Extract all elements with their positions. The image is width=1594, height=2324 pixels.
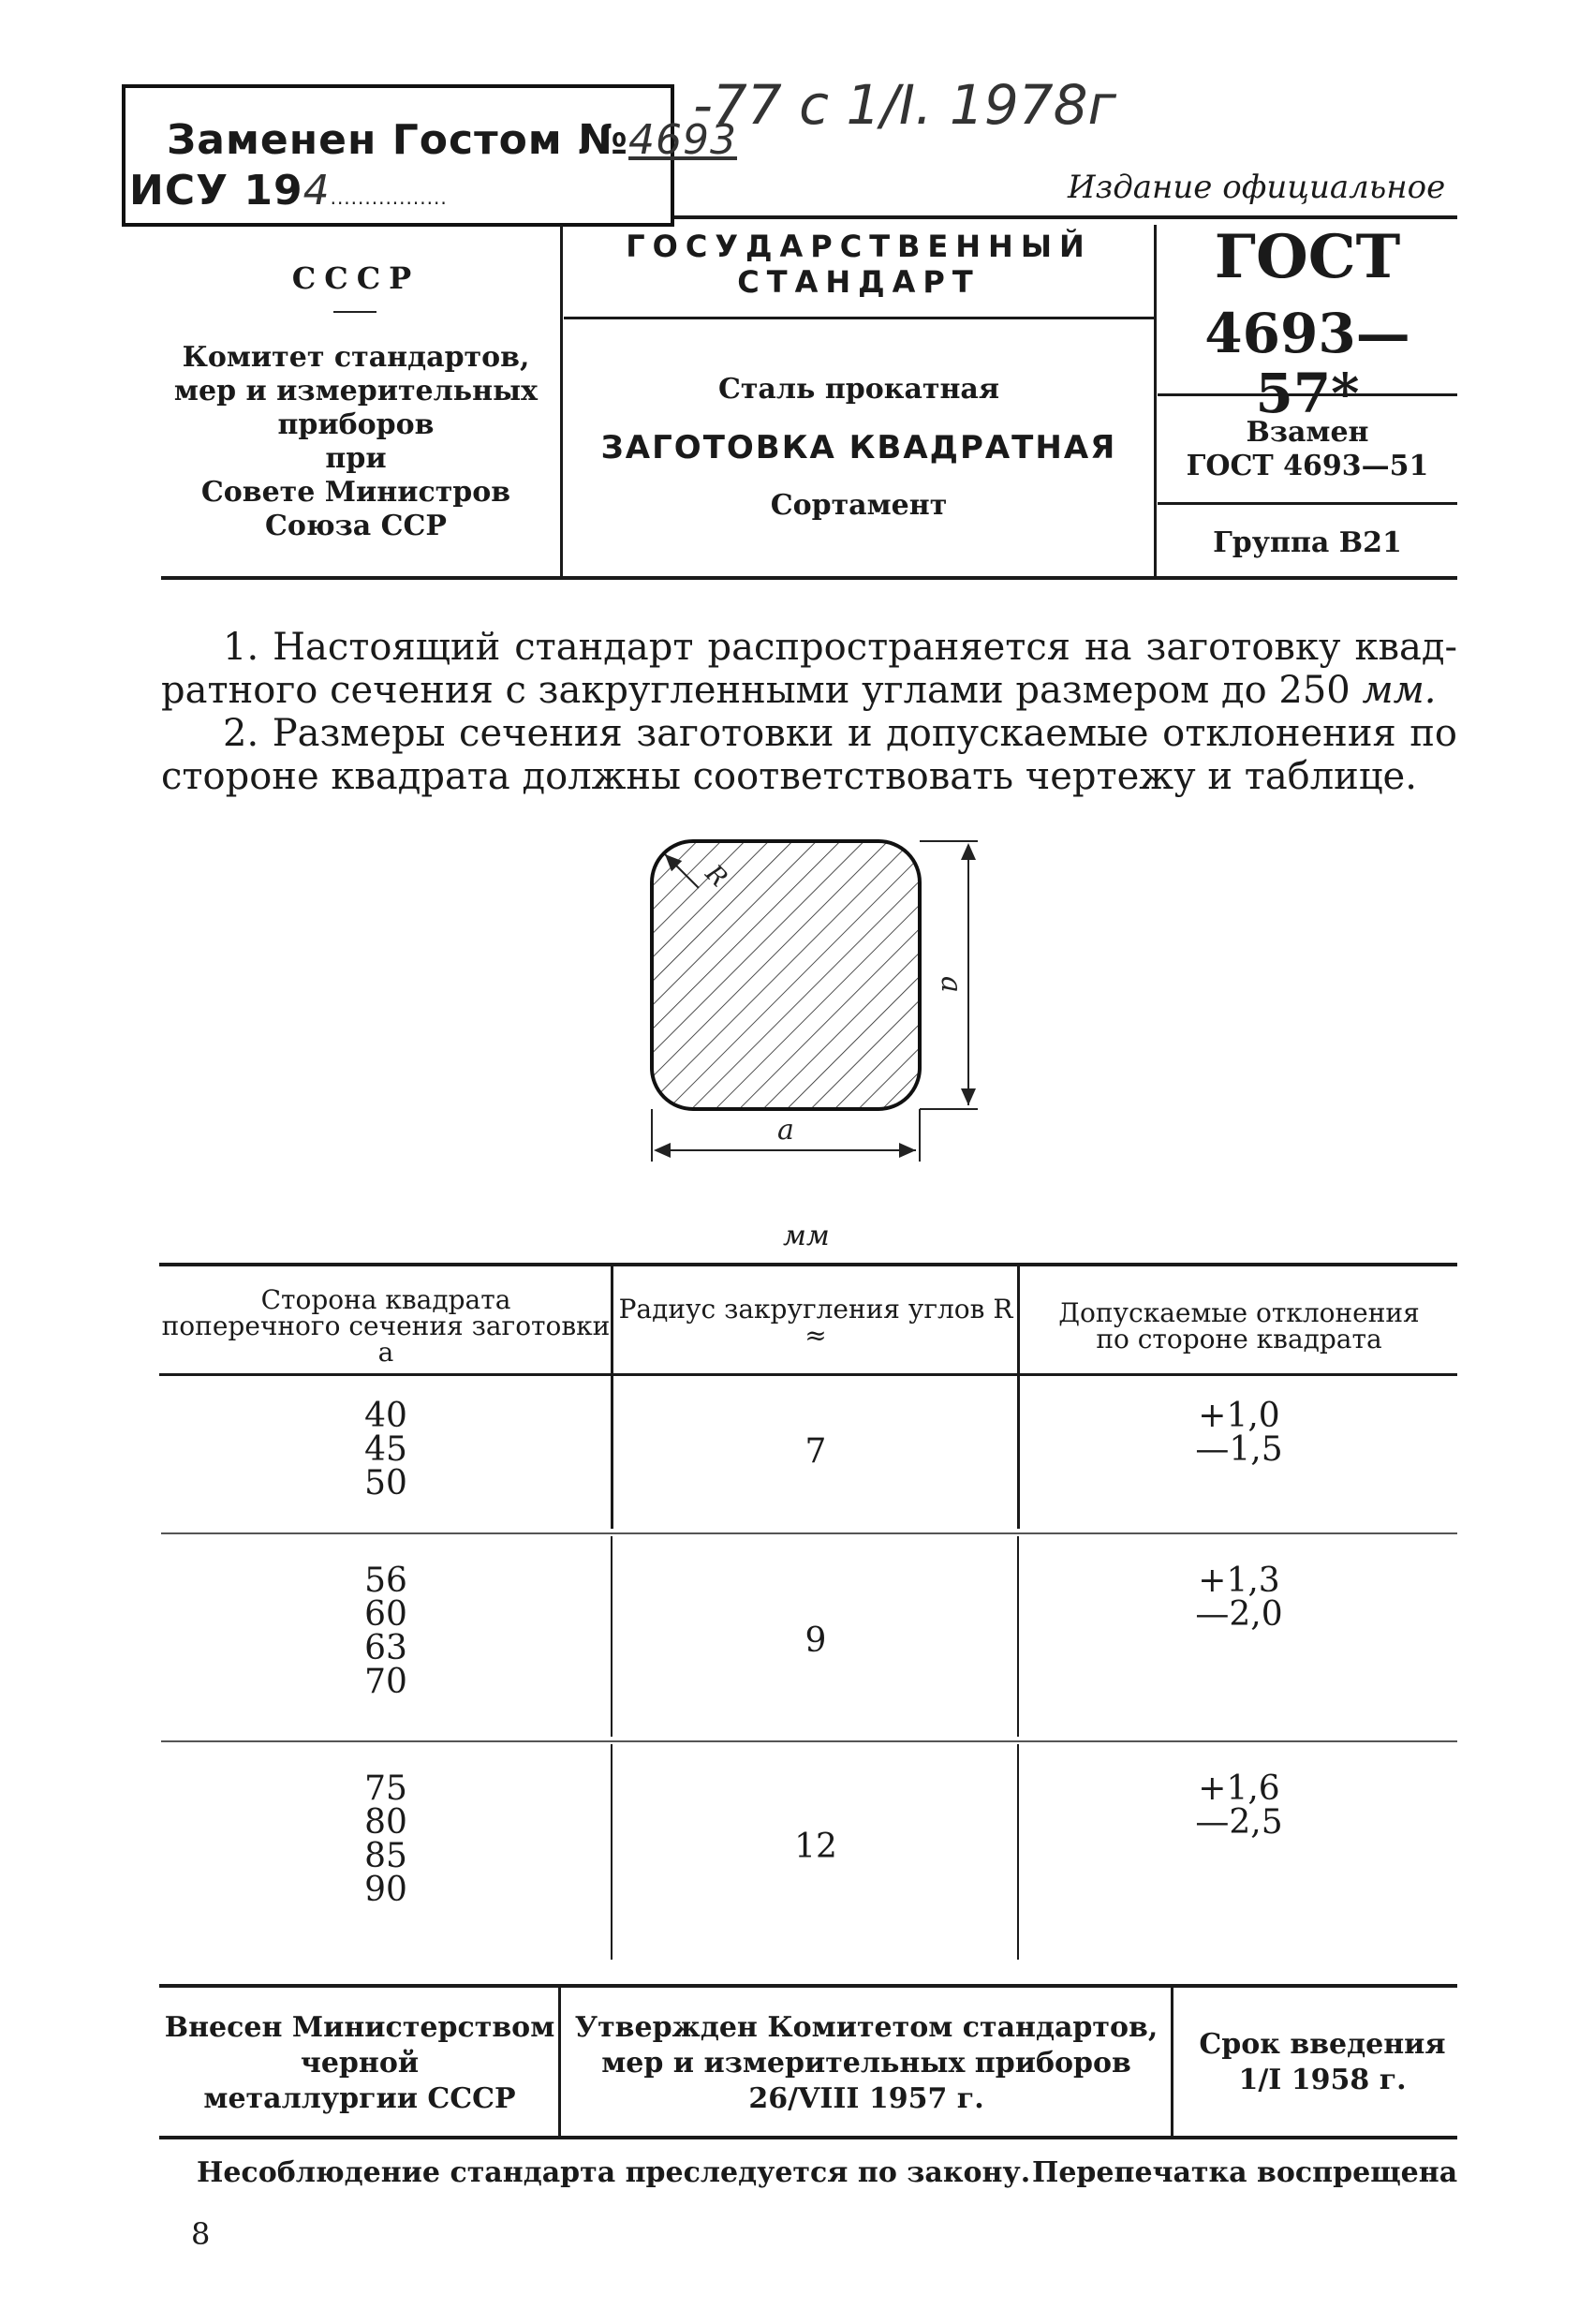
- table-col-divider-2a: [1017, 1266, 1020, 1529]
- side-value: 63: [364, 1629, 407, 1667]
- side-value: 70: [364, 1663, 407, 1701]
- side-label-vertical: a: [935, 976, 967, 993]
- table-col-divider-2b: [1017, 1536, 1019, 1737]
- table-col-divider-2c: [1017, 1744, 1019, 1960]
- group-label: Группа В21: [1213, 526, 1402, 559]
- tolerance-value: +1,6 —2,5: [1195, 1769, 1283, 1842]
- tolerance-value: +1,0 —1,5: [1195, 1397, 1283, 1469]
- handwritten-note: -77 с 1/I. 1978г: [693, 73, 1116, 137]
- stamp-issue: 4: [303, 167, 331, 215]
- side-value: 90: [364, 1871, 407, 1909]
- gost-label: ГОСТ: [1214, 222, 1401, 292]
- table-group-rule-2: [161, 1740, 1457, 1742]
- approved-by: Утвержден Комитетом стандартов, мер и измерительных приборов 26/VIII 1957 г.: [574, 2011, 1159, 2115]
- column-header-side: Сторона квадрата поперечного сечения заготовки a: [161, 1284, 611, 1368]
- subject-label: Сталь прокатная: [717, 373, 1000, 406]
- side-value: 56: [364, 1562, 407, 1600]
- table-row: [161, 1399, 611, 1501]
- header-divider-left: [560, 225, 563, 579]
- table-top-rule: [159, 1263, 1457, 1266]
- side-value: 85: [364, 1837, 407, 1875]
- paragraph-1: 1. Настоящий стандарт распространяется на заготовку квад- ратного сечения с закругленными углами размером до 250 мм.: [161, 626, 1457, 712]
- table-group-rule-1: [161, 1532, 1457, 1534]
- radius-label: R: [700, 859, 733, 893]
- footer-bottom-rule: [159, 2136, 1457, 2139]
- header-right-rule-2: [1158, 502, 1457, 505]
- radius-value: 12: [794, 1828, 837, 1866]
- table-col-divider-1a: [611, 1266, 613, 1529]
- replaces-block: Взамен ГОСТ 4693—51: [1186, 416, 1429, 482]
- table-col-divider-1b: [611, 1536, 613, 1737]
- standard-type: ГОСУДАРСТВЕННЫЙ СТАНДАРТ: [626, 229, 1092, 300]
- radius-value: 7: [804, 1432, 827, 1471]
- legal-notice: Несоблюдение стандарта преследуется по закону.: [197, 2156, 1031, 2189]
- committee-block: Комитет стандартов, мер и измерительных приборов при Совете Министров Союза ССР: [173, 341, 539, 542]
- side-value: 45: [364, 1430, 407, 1469]
- table-units: мм: [783, 1220, 830, 1252]
- reprint-notice: Перепечатка воспрещена: [1032, 2156, 1458, 2189]
- radius-value: 9: [804, 1621, 827, 1660]
- side-value: 80: [364, 1803, 407, 1842]
- document-title: ЗАГОТОВКА КВАДРАТНАЯ: [600, 429, 1117, 466]
- table-header-rule: [159, 1373, 1457, 1376]
- document-subtitle: Сортамент: [770, 489, 948, 522]
- gost-number: 4693—57*: [1204, 302, 1410, 425]
- page-number: 8: [191, 2216, 211, 2252]
- header-middle-rule: [564, 317, 1154, 319]
- footer-top-rule: [159, 1984, 1457, 1988]
- effective-date: Срок введения 1/I 1958 г.: [1199, 2028, 1446, 2096]
- table-col-divider-1c: [611, 1744, 613, 1960]
- stamp-number: 4693: [628, 116, 738, 164]
- cross-section-drawing: [618, 824, 1011, 1180]
- side-value: 40: [364, 1397, 407, 1435]
- footer-divider-left: [558, 1988, 561, 2136]
- side-label-horizontal: a: [777, 1114, 794, 1147]
- replacement-stamp: [122, 84, 738, 227]
- header-bottom-rule: [161, 576, 1457, 580]
- country-dash: [333, 311, 376, 313]
- side-value: 60: [364, 1595, 407, 1634]
- tolerance-value: +1,3 —2,0: [1195, 1562, 1283, 1634]
- edition-label: Издание официальное: [1068, 169, 1446, 206]
- footer-divider-right: [1171, 1988, 1173, 2136]
- column-header-tolerance: Допускаемые отклонения по стороне квадрата: [1058, 1297, 1420, 1354]
- stamp-line-2: ИСУ 194.................: [129, 167, 448, 215]
- side-value: 75: [364, 1769, 407, 1808]
- table-row: [161, 1769, 611, 1909]
- column-header-radius: Радиус закругления углов R ≈: [618, 1294, 1013, 1351]
- introduced-by: Внесен Министерством черной металлургии СССР: [164, 2011, 555, 2115]
- stamp-line-1: Заменен Гостом №4693: [167, 116, 738, 164]
- country-label: СССР: [291, 260, 421, 296]
- side-value: 50: [364, 1464, 407, 1502]
- table-row: [161, 1564, 611, 1699]
- header-top-rule: [674, 215, 1457, 219]
- paragraph-2: 2. Размеры сечения заготовки и допускаемые отклонения по стороне квадрата должны соответствовать чертежу и таблице.: [161, 712, 1457, 798]
- header-divider-right: [1154, 225, 1157, 579]
